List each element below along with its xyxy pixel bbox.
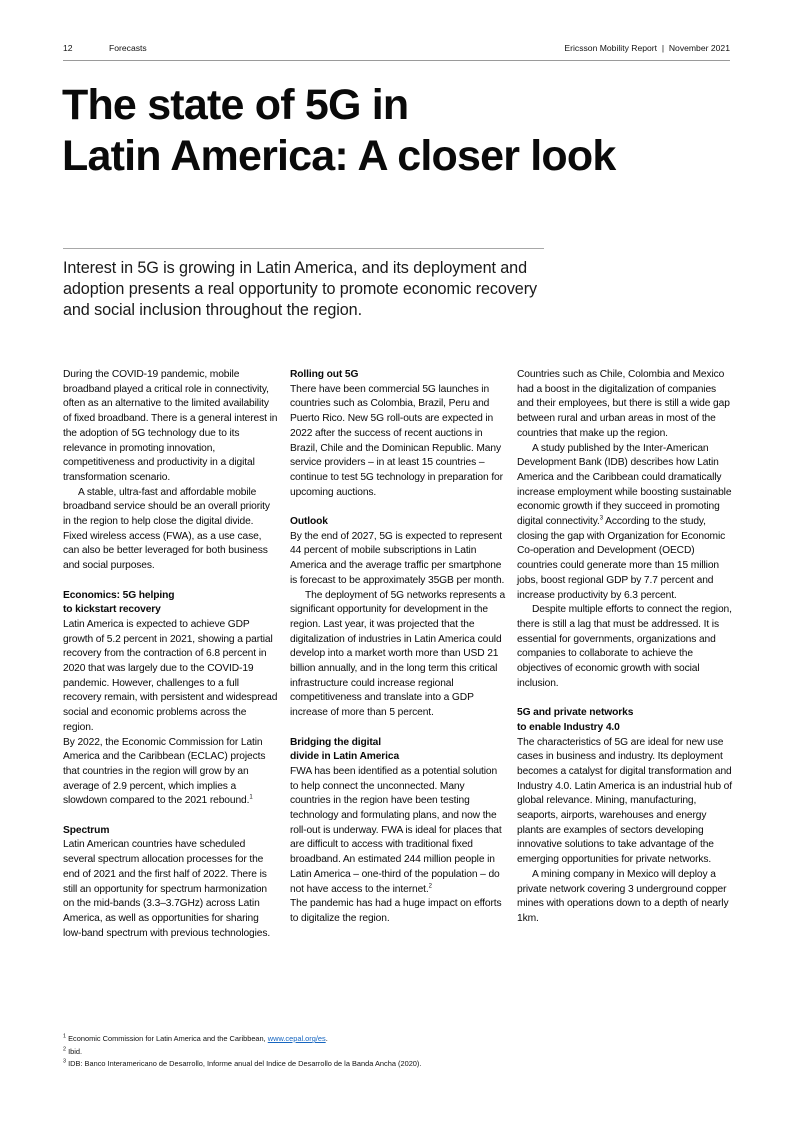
column-1 <box>63 368 279 941</box>
footnote-1-number: 1 <box>63 1033 67 1040</box>
col1-paragraph-3: Latin America is expected to achieve GDP growth of 5.2 percent in 2021, showing a partial recovery from the contraction of 6.8 percent in 2020 that was largely due to the COVID-19 pandemic. However, challenges to a full recovery remain, with persistent and widespread social and economic problems across the region. <box>63 618 278 733</box>
col2-paragraph-3: The deployment of 5G networks represents a significant opportunity for development in the region. Last year, it was projected that the digitalization of industries in Latin America could develop into a market worth more than USD 21 billion annually, and in the long term this critical infrastructure could increase regional competitiveness and translate into a GDP increase of more than 5 percent. <box>290 589 506 719</box>
intro-paragraph: Interest in 5G is growing in Latin America, and its deployment and adoption presents a real opportunity to promote economic recovery and social inclusion throughout the region. <box>63 259 537 319</box>
col3-paragraph-4: The characteristics of 5G are ideal for new use cases in business and industry. Its deployment becomes a catalyst for digital transformation and Industry 4.0. Latin America is an industrial hub of global relevance. Mining, manufacturing, seaports, airports, warehouses and energy plants are examples of sectors developing innovative solutions to take advantage of the emerging opportunities for private networks. <box>517 736 732 866</box>
private-heading-line-2: to enable Industry 4.0 <box>517 721 620 733</box>
col2-paragraph-1: There have been commercial 5G launches in countries such as Colombia, Brazil, Peru and Puerto Rico. New 5G roll-outs are expected in 2022 after the success of recent auctions in Brazil, Chile and the Dominican Republic. Many service providers – in at least 15 countries – continue to test 5G technology in preparation for upcoming auctions. <box>290 383 503 498</box>
col2-paragraph-5: The pandemic has had a huge impact on efforts to digitalize the region. <box>290 898 502 924</box>
page-number: 12 <box>63 43 73 53</box>
footnote-3 <box>63 1058 683 1071</box>
economics-heading-line-1: Economics: 5G helping <box>63 589 175 601</box>
intro-divider <box>63 248 544 249</box>
col2-paragraph-4-text: FWA has been identified as a potential solution to help connect the unconnected. Many countries in the region have been testing technology and formulating plans, and now the roll-out is underway. FWA is ideal for places that are difficult to access with traditional fixed broadband. An estimated 244 million people in Latin America – one-third of the population – do not have access to the internet. <box>290 765 502 895</box>
outlook-heading: Outlook <box>290 516 328 528</box>
spectrum-heading: Spectrum <box>63 824 110 836</box>
footnote-2 <box>63 1046 683 1059</box>
col1-paragraph-4 <box>63 736 279 810</box>
title-line-1: The state of 5G in <box>62 81 409 129</box>
bridging-heading-line-1: Bridging the digital <box>290 736 381 748</box>
col1-paragraph-1: During the COVID-19 pandemic, mobile broadband played a critical role in connectivity, often as an alternative to the limited availability of fixed broadband. There is a general interest in the adoption of 5G technology due to its relevance in promoting innovation, competitiveness and productivity in a digital transformation scenario. <box>63 369 278 483</box>
column-3 <box>517 368 735 927</box>
footnote-ref-1: 1 <box>249 794 253 801</box>
bridging-heading-line-2: divide in Latin America <box>290 751 400 763</box>
col3-paragraph-3: Despite multiple efforts to connect the region, there is still a lag that must be addressed. It is essential for governments, organizations and companies to collaborate to achieve the objectives of economic growth with social inclusion. <box>517 604 732 689</box>
col1-paragraph-4-text: By 2022, the Economic Commission for Latin America and the Caribbean (ECLAC) projects that countries in the region will grow by an average of 2.9 percent, which implies a slowdown compared to the 2021 rebound. <box>63 736 266 807</box>
publication-title: Ericsson Mobility Report | November 2021 <box>564 43 730 53</box>
running-header <box>63 42 730 61</box>
footnote-ref-2: 2 <box>428 883 432 890</box>
footnote-3-number: 3 <box>63 1058 67 1065</box>
col2-paragraph-4 <box>290 765 506 897</box>
col1-paragraph-2: A stable, ultra-fast and affordable mobile broadband service should be an overall priority in the region to help close the digital divide. Fixed wireless access (FWA), as a use case, can also be better leveraged for both business and social purposes. <box>63 486 270 572</box>
footnote-1-text: Economic Commission for Latin America and the Caribbean, <box>66 1034 268 1043</box>
page-title <box>62 80 742 182</box>
section-name: Forecasts <box>109 43 147 53</box>
footnote-2-number: 2 <box>63 1046 67 1053</box>
footnote-1 <box>63 1033 683 1046</box>
col3-paragraph-2 <box>517 442 735 604</box>
title-line-2: Latin America: A closer look <box>62 132 616 180</box>
col3-paragraph-5: A mining company in Mexico will deploy a private network covering 3 underground copper mines with operations down to a depth of nearly 1km. <box>517 868 729 924</box>
rolling-out-heading: Rolling out 5G <box>290 369 359 380</box>
col3-paragraph-2b: According to the study, closing the gap with Organization for Economic Co-operation and Development (OECD) countries could generate more than 15 million jobs, boost regional GDP by 7.7 percent and increase productivity by 6.3 percent. <box>517 516 726 601</box>
footnote-3-text: IDB: Banco Interamericano de Desarrollo, Informe anual del Indice de Desarrollo de la Banda Ancha (2020). <box>66 1059 422 1069</box>
economics-heading <box>63 589 279 618</box>
cepal-link[interactable]: www.cepal.org/es <box>267 1034 326 1043</box>
col3-paragraph-2a: A study published by the Inter-American Development Bank (IDB) describes how Latin America and the Caribbean could dramatically increase employment while boosting sustainable economic growth if they succeed in promoting digital connectivity. <box>517 442 732 528</box>
footnote-1-end: . <box>325 1034 328 1043</box>
col1-paragraph-5: Latin American countries have scheduled several spectrum allocation processes for the end of 2021 and the first half of 2022. There is still an opportunity for spectrum harmonization on the mid-bands (3.3–3.7GHz) across Latin America, as well as opportunities for sharing low-band spectrum with previous technologies. <box>63 839 271 939</box>
footnotes <box>63 1033 683 1071</box>
footnote-ref-3: 3 <box>599 515 603 522</box>
col3-paragraph-1: Countries such as Chile, Colombia and Mexico had a boost in the digitalization of companies and their employees, but there is still a wide gap between rural and urban areas in most of the countries that make up the region. <box>517 369 730 439</box>
private-networks-heading <box>517 706 735 735</box>
private-heading-line-1: 5G and private networks <box>517 707 634 719</box>
col2-paragraph-2: By the end of 2027, 5G is expected to represent 44 percent of mobile subscriptions in Latin America and the average traffic per smartphone is forecast to be approximately 35GB per month. <box>290 530 505 586</box>
economics-heading-line-2: to kickstart recovery <box>63 604 161 616</box>
column-2 <box>290 368 506 927</box>
footnote-2-text: Ibid. <box>66 1046 83 1056</box>
bridging-heading <box>290 736 506 765</box>
